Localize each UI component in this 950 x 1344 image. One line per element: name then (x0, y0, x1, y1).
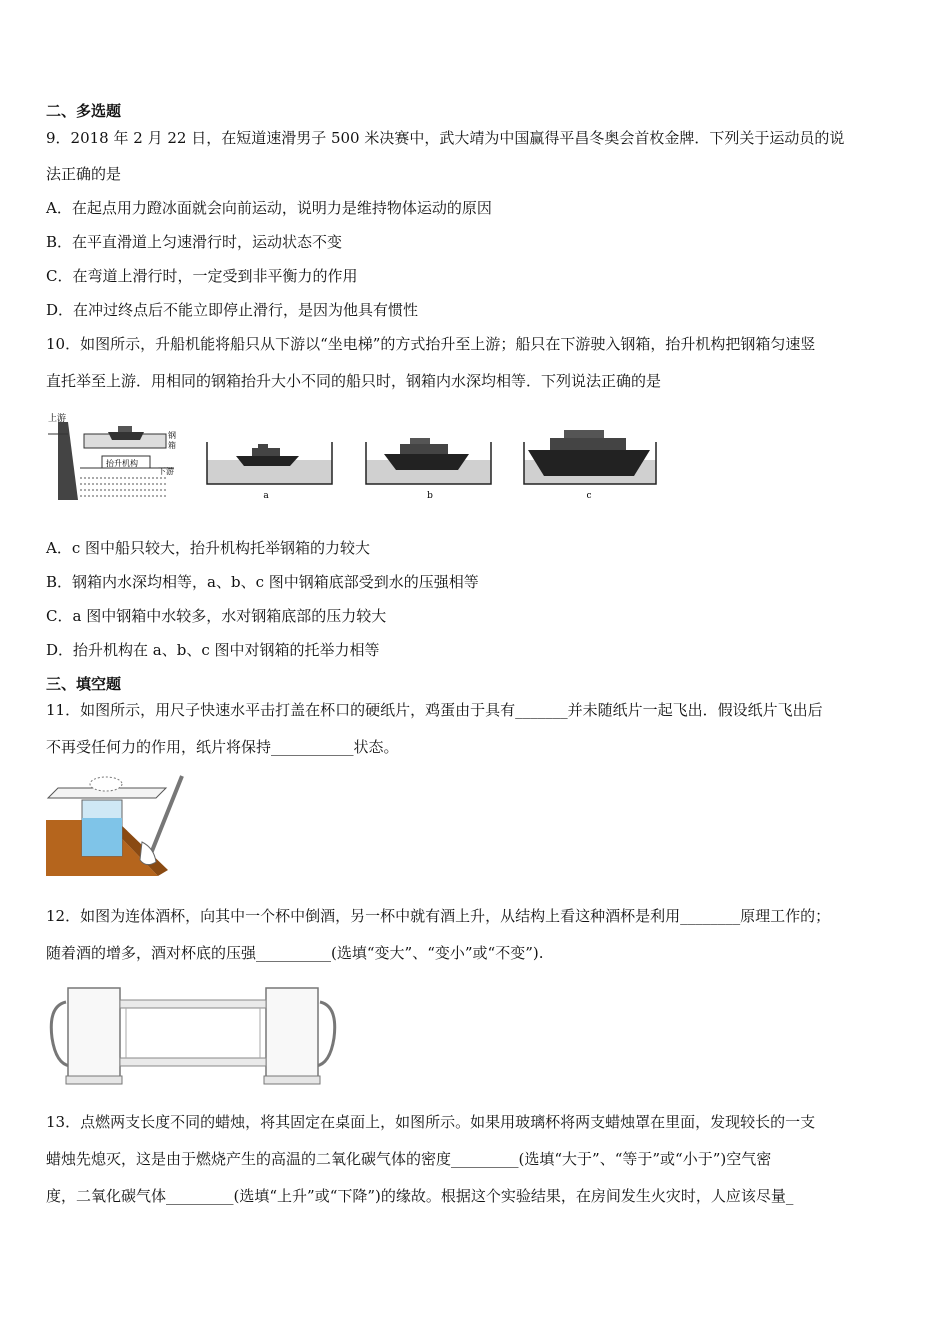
question-10-stem: 10．如图所示，升船机能将船只从下游以“坐电梯”的方式抬升至上游；船只在下游驶入钢箱，抬升机构把钢箱匀速竖 (46, 335, 816, 353)
upstream-label: 上游 (48, 414, 67, 424)
label-a: a (263, 491, 269, 501)
question-11-stem: 11．如图所示，用尺子快速水平击打盖在杯口的硬纸片，鸡蛋由于具有_______并未随纸片一起飞出．假设纸片飞出后 (46, 701, 823, 719)
question-9-option-d: D．在冲过终点后不能立即停止滑行，是因为他具有惯性 (46, 301, 419, 319)
question-13-stem-cont-2: 度，二氧化碳气体_________(选填“上升”或“下降”)的缘故。根据这个实验结果，在房间发生火灾时，人应该尽量_ (46, 1187, 794, 1205)
lift-mechanism-label: 抬升机构 (106, 459, 138, 468)
box-a (207, 442, 332, 501)
question-9-option-b: B．在平直滑道上匀速滑行时，运动状态不变 (46, 233, 343, 251)
question-10-option-c: C．a 图中钢箱中水较多，水对钢箱底部的压力较大 (46, 607, 387, 625)
ship-lift-diagram (48, 412, 176, 500)
question-9-option-a: A．在起点用力蹬冰面就会向前运动，说明力是维持物体运动的原因 (46, 199, 492, 217)
section-title-fill-in: 三、填空题 (46, 675, 122, 693)
question-10-option-d: D．抬升机构在 a、b、c 图中对钢箱的托举力相等 (46, 641, 380, 659)
connected-cups-figure (48, 980, 338, 1092)
question-13-stem-cont-1: 蜡烛先熄灭，这是由于燃烧产生的高温的二氧化碳气体的密度_________(选填“大于”、“等于”或“小于”)空气密 (46, 1150, 772, 1168)
ship-lift-figure (44, 404, 660, 504)
question-10-option-a: A．c 图中船只较大，抬升机构托举钢箱的力较大 (46, 539, 371, 557)
steel-box-label-2: 箱 (168, 441, 176, 450)
box-b (366, 438, 491, 501)
question-9-option-c: C．在弯道上滑行时，一定受到非平衡力的作用 (46, 267, 358, 285)
question-9-stem-cont: 法正确的是 (46, 165, 122, 183)
question-11-stem-cont: 不再受任何力的作用，纸片将保持___________状态。 (46, 738, 399, 756)
egg-card-cup-figure (46, 770, 186, 878)
box-c (524, 430, 656, 501)
question-13-stem: 13．点燃两支长度不同的蜡烛，将其固定在桌面上，如图所示。如果用玻璃杯将两支蜡烛罩在里面，发现较长的一支 (46, 1113, 816, 1131)
label-c: c (586, 491, 592, 501)
question-10-stem-cont: 直托举至上游．用相同的钢箱抬升大小不同的船只时，钢箱内水深均相等．下列说法正确的是 (46, 372, 662, 390)
question-10-option-b: B．钢箱内水深均相等，a、b、c 图中钢箱底部受到水的压强相等 (46, 573, 479, 591)
steel-box-label-1: 钢 (168, 431, 176, 440)
question-12-stem: 12．如图为连体酒杯，向其中一个杯中倒酒，另一杯中就有酒上升，从结构上看这种酒杯是利用________原理工作的； (46, 907, 831, 925)
label-b: b (427, 491, 433, 501)
section-title-multiple-choice: 二、多选题 (46, 102, 122, 120)
question-9-stem: 9．2018 年 2 月 22 日，在短道速滑男子 500 米决赛中，武大靖为中国赢得平昌冬奥会首枚金牌．下列关于运动员的说 (46, 129, 845, 147)
question-12-stem-cont: 随着酒的增多，酒对杯底的压强__________(选填“变大”、“变小”或“不变”). (46, 944, 544, 962)
downstream-label: 下游 (158, 467, 174, 476)
